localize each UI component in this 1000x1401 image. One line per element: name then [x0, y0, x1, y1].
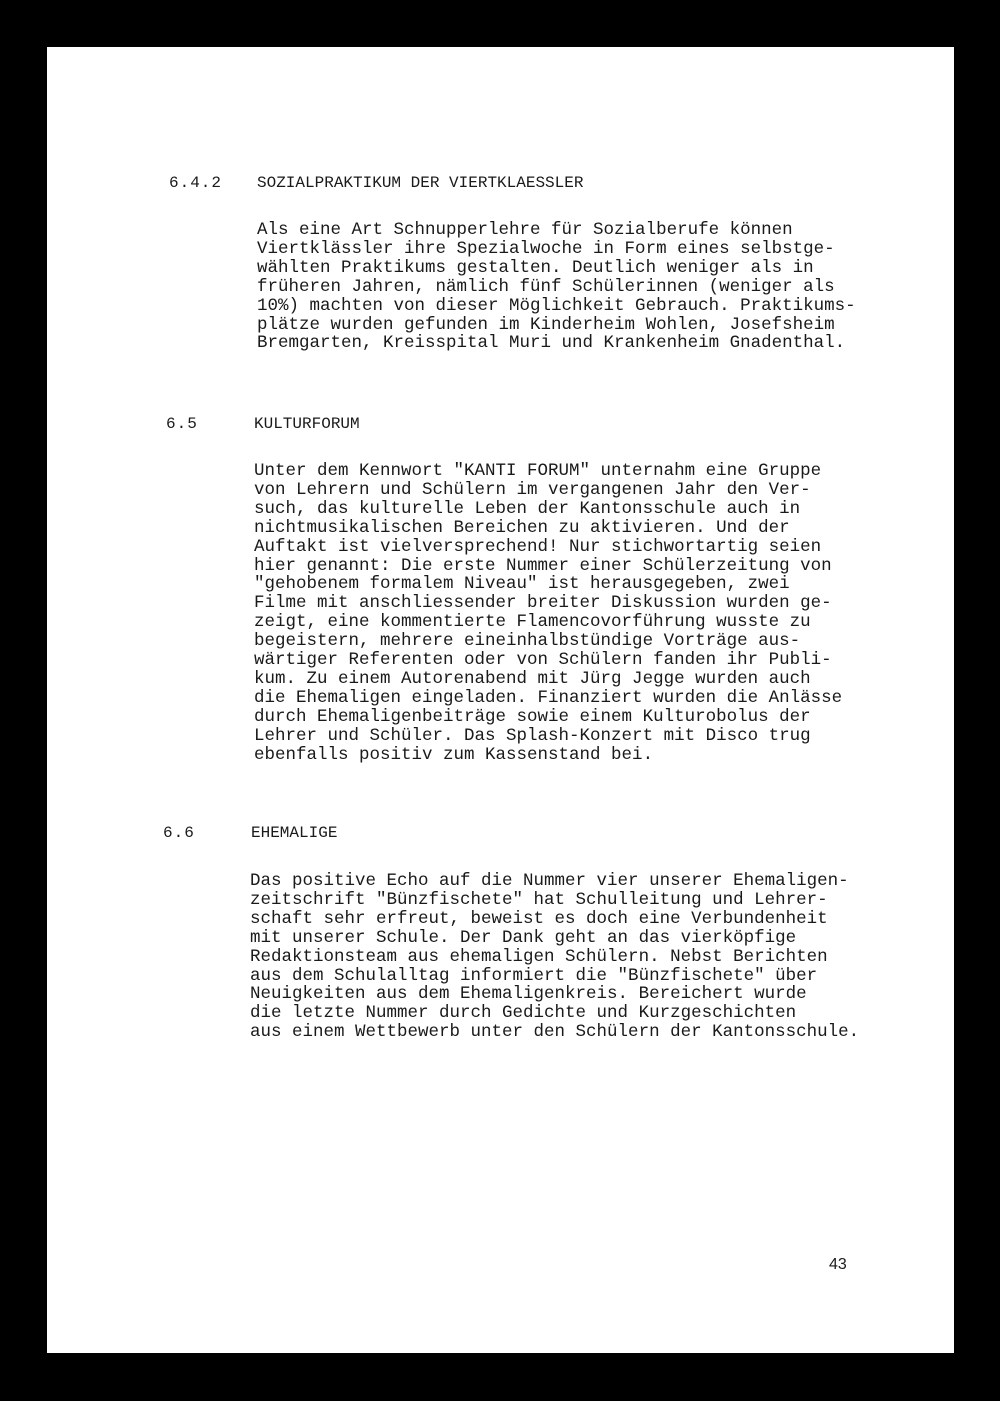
document-page [47, 47, 954, 1353]
text-line: aus einem Wettbewerb unter den Schülern der Kantonsschule. [250, 1022, 860, 1043]
section-number: 6.4.2 [169, 174, 223, 192]
section-body [254, 462, 842, 765]
text-line: zeigt, eine kommentierte Flamencovorführung wusste zu [254, 612, 811, 633]
text-line: Auftakt ist vielversprechend! Nur stichwortartig seien [254, 536, 822, 557]
text-line: früheren Jahren, nämlich fünf Schülerinnen (weniger als [257, 276, 835, 297]
text-line: 10%) machten von dieser Möglichkeit Gebrauch. Praktikums- [257, 295, 856, 316]
section-number: 6.5 [166, 415, 198, 433]
page-number: 43 [829, 1256, 847, 1273]
text-line: begeistern, mehrere eineinhalbstündige Vorträge aus- [254, 631, 801, 652]
text-line: Lehrer und Schüler. Das Splash-Konzert mit Disco trug [254, 725, 811, 746]
text-line: "gehobenem formalem Niveau" ist herausgegeben, zwei [254, 574, 790, 595]
text-line: Unter dem Kennwort "KANTI FORUM" unternahm eine Gruppe [254, 461, 822, 481]
text-line: Viertklässler ihre Spezialwoche in Form eines selbstge- [257, 238, 835, 259]
section-title: SOZIALPRAKTIKUM DER VIERTKLAESSLER [257, 174, 584, 192]
text-line: hier genannt: Die erste Nummer einer Schülerzeitung von [254, 555, 832, 576]
section-number: 6.6 [163, 824, 195, 842]
text-line: kum. Zu einem Autorenabend mit Jürg Jegge wurden auch [254, 668, 811, 689]
text-line: aus dem Schulalltag informiert die "Bünzfischete" über [250, 965, 818, 986]
section-title: EHEMALIGE [251, 824, 338, 842]
section-body [250, 872, 859, 1042]
text-line: zeitschrift "Bünzfischete" hat Schulleitung und Lehrer- [250, 889, 828, 910]
text-line: Als eine Art Schnupperlehre für Sozialberufe können [257, 220, 793, 240]
text-line: Das positive Echo auf die Nummer vier unserer Ehemaligen- [250, 871, 849, 891]
text-line: nichtmusikalischen Bereichen zu aktivieren. Und der [254, 517, 790, 538]
text-line: Redaktionsteam aus ehemaligen Schülern. Nebst Berichten [250, 946, 828, 967]
text-line: mit unserer Schule. Der Dank geht an das vierköpfige [250, 927, 797, 948]
text-line: plätze wurden gefunden im Kinderheim Wohlen, Josefsheim [257, 314, 835, 335]
text-line: Neuigkeiten aus dem Ehemaligenkreis. Bereichert wurde [250, 984, 807, 1005]
text-line: schaft sehr erfreut, beweist es doch eine Verbundenheit [250, 908, 828, 929]
text-line: Filme mit anschliessender breiter Diskussion wurden ge- [254, 593, 832, 614]
text-line: die Ehemaligen eingeladen. Finanziert wurden die Anlässe [254, 687, 843, 708]
text-line: wärtiger Referenten oder von Schülern fanden ihr Publi- [254, 650, 832, 671]
text-line: ebenfalls positiv zum Kassenstand bei. [254, 744, 654, 765]
text-line: Bremgarten, Kreisspital Muri und Krankenheim Gnadenthal. [257, 333, 846, 354]
text-line: such, das kulturelle Leben der Kantonsschule auch in [254, 498, 801, 519]
text-line: die letzte Nummer durch Gedichte und Kurzgeschichten [250, 1003, 797, 1024]
text-line: wählten Praktikums gestalten. Deutlich weniger als in [257, 257, 814, 278]
section-body [257, 221, 856, 353]
section-title: KULTURFORUM [254, 415, 360, 433]
text-line: von Lehrern und Schülern im vergangenen Jahr den Ver- [254, 479, 811, 500]
text-line: durch Ehemaligenbeiträge sowie einem Kulturobolus der [254, 706, 811, 727]
